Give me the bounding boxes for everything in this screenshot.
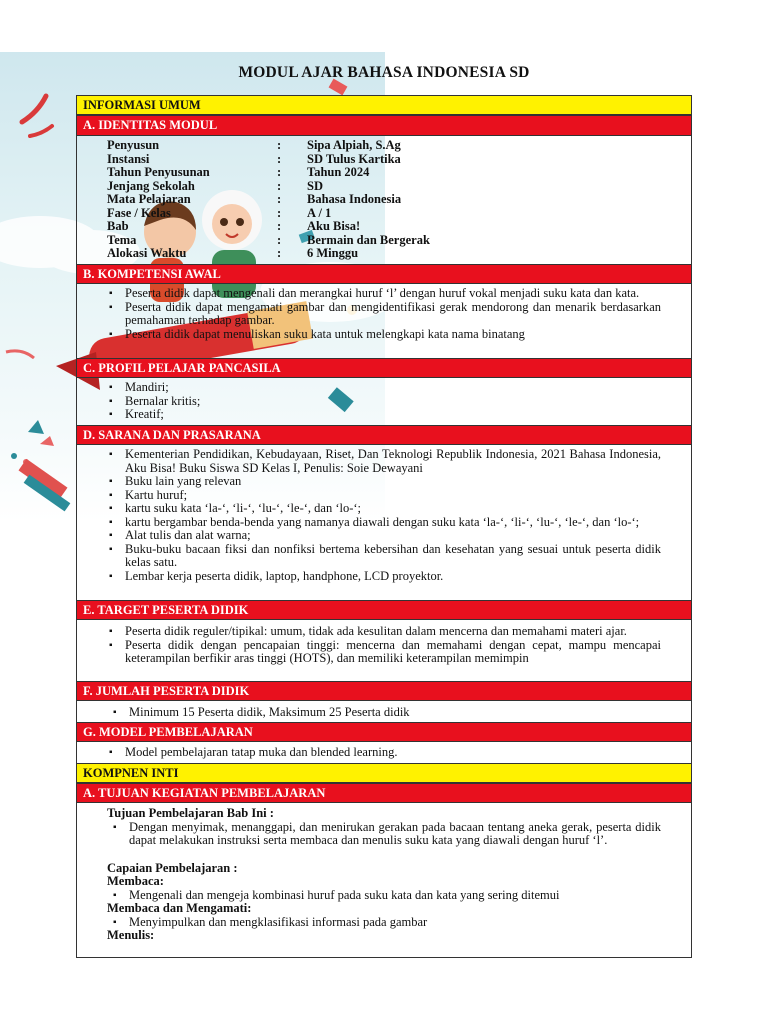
sarana-list — [77, 448, 691, 583]
list-item: ▪ Mengenali dan mengeja kombinasi huruf pada suku kata dan kata yang sering ditemui — [129, 889, 661, 903]
profil-list — [77, 381, 691, 422]
identitas-row: Tema : Bermain dan Bergerak — [107, 232, 430, 247]
list-item: ▪ Menyimpulkan dan mengklasifikasi informasi pada gambar — [129, 916, 661, 930]
document-title: MODUL AJAR BAHASA INDONESIA SD — [238, 64, 530, 81]
section-tujuan-kegiatan: A. TUJUAN KEGIATAN PEMBELAJARAN — [77, 783, 691, 803]
section-target-peserta: E. TARGET PESERTA DIDIK — [77, 600, 691, 620]
identitas-row: Alokasi Waktu : 6 Minggu — [107, 246, 359, 260]
list-item: ▪ Alat tulis dan alat warna; — [125, 529, 661, 543]
list-item: ▪ kartu suku kata ‘la-‘, ‘li-‘, ‘lu-‘, ‘le-‘, dan ‘lo-‘; — [125, 502, 661, 516]
list-item: ▪ Dengan menyimak, menanggapi, dan menirukan gerakan pada bacaan tentang aneka gerak, peserta didik dapat melakukan instruksi serta membaca dan menulis suku kata yang diawali dengan huruf ‘l’. — [129, 821, 661, 848]
identitas-row: Fase / Kelas : A / 1 — [107, 205, 332, 220]
identitas-row: Tahun Penyusunan : Tahun 2024 — [107, 165, 370, 179]
membaca-subheading: Membaca: — [107, 874, 164, 888]
list-item: ▪ Peserta didik dapat menuliskan suku kata untuk melengkapi kata nama binatang — [125, 328, 661, 342]
list-item: ▪ Kartu huruf; — [125, 489, 661, 503]
list-item: ▪ Lembar kerja peserta didik, laptop, handphone, LCD proyektor. — [125, 570, 661, 584]
list-item: ▪ Kementerian Pendidikan, Kebudayaan, Riset, Dan Teknologi Republik Indonesia, 2021 Bahasa Indonesia, Aku Bisa! Buku Siswa SD Kelas I, Penulis: Soie Dewayani — [125, 448, 661, 475]
membaca-mengamati-subheading: Membaca dan Mengamati: — [107, 901, 252, 915]
list-item: ▪ Peserta didik dapat mengamati gambar dan mengidentifikasi gerak mendorong dan menarik berdasarkan pemahaman terhadap gambar. — [125, 301, 661, 328]
section-kompetensi-awal: B. KOMPETENSI AWAL — [77, 264, 691, 284]
section-informasi-umum: INFORMASI UMUM — [77, 96, 691, 115]
list-item: ▪ Peserta didik dengan pencapaian tinggi: mencerna dan memahami dengan cepat, mampu mencapai keterampilan berfikir aras tinggi (HOTS), dan memiliki keterampilan memimpin — [125, 639, 661, 666]
list-item: ▪ Peserta didik dapat mengenali dan merangkai huruf ‘l’ dengan huruf vokal menjadi suku kata dan kata. — [125, 287, 661, 301]
model-list — [77, 746, 691, 760]
identitas-row: Mata Pelajaran : Bahasa Indonesia — [107, 192, 402, 206]
section-identitas-modul: A. IDENTITAS MODUL — [77, 115, 691, 136]
section-sarana-prasarana: D. SARANA DAN PRASARANA — [77, 425, 691, 445]
list-item: ▪ Buku-buku bacaan fiksi dan nonfiksi bertema kebersihan dan kesehatan yang sesuai untuk peserta didik kelas satu. — [125, 543, 661, 570]
identitas-row: Instansi : SD Tulus Kartika — [107, 151, 401, 166]
section-komponen-inti: KOMPNEN INTI — [77, 763, 691, 783]
identitas-row: Bab : Aku Bisa! — [107, 219, 361, 233]
list-item: ▪ Kreatif; — [125, 408, 661, 422]
module-table — [76, 95, 692, 958]
list-item: ▪ Mandiri; — [125, 381, 661, 395]
tujuan-subheading: Tujuan Pembelajaran Bab Ini : — [107, 806, 274, 820]
menulis-subheading: Menulis: — [107, 928, 155, 942]
target-list — [77, 625, 691, 666]
list-item: ▪ Minimum 15 Peserta didik, Maksimum 25 Peserta didik — [129, 706, 661, 720]
kompetensi-list — [77, 287, 691, 341]
section-model-pembelajaran: G. MODEL PEMBELAJARAN — [77, 722, 691, 742]
tujuan-content — [77, 807, 691, 943]
jumlah-list — [77, 706, 691, 720]
section-profil-pelajar: C. PROFIL PELAJAR PANCASILA — [77, 358, 691, 378]
list-item: ▪ kartu bergambar benda-benda yang namanya diawali dengan suku kata ‘la-‘, ‘li-‘, ‘lu-‘, ‘le-‘, dan ‘lo-‘; — [125, 516, 661, 530]
list-item: ▪ Model pembelajaran tatap muka dan blended learning. — [125, 746, 661, 760]
identitas-row: Jenjang Sekolah : SD — [107, 178, 323, 193]
list-item: ▪ Peserta didik reguler/tipikal: umum, tidak ada kesulitan dalam mencerna dan memahami materi ajar. — [125, 625, 661, 639]
section-jumlah-peserta: F. JUMLAH PESERTA DIDIK — [77, 681, 691, 701]
books — [19, 459, 71, 512]
capaian-subheading: Capaian Pembelajaran : — [107, 860, 238, 875]
list-item: ▪ Bernalar kritis; — [125, 395, 661, 409]
identitas-list — [107, 139, 430, 261]
identitas-row: Penyusun : Sipa Alpiah, S.Ag — [107, 138, 401, 152]
list-item: ▪ Buku lain yang relevan — [125, 475, 661, 489]
